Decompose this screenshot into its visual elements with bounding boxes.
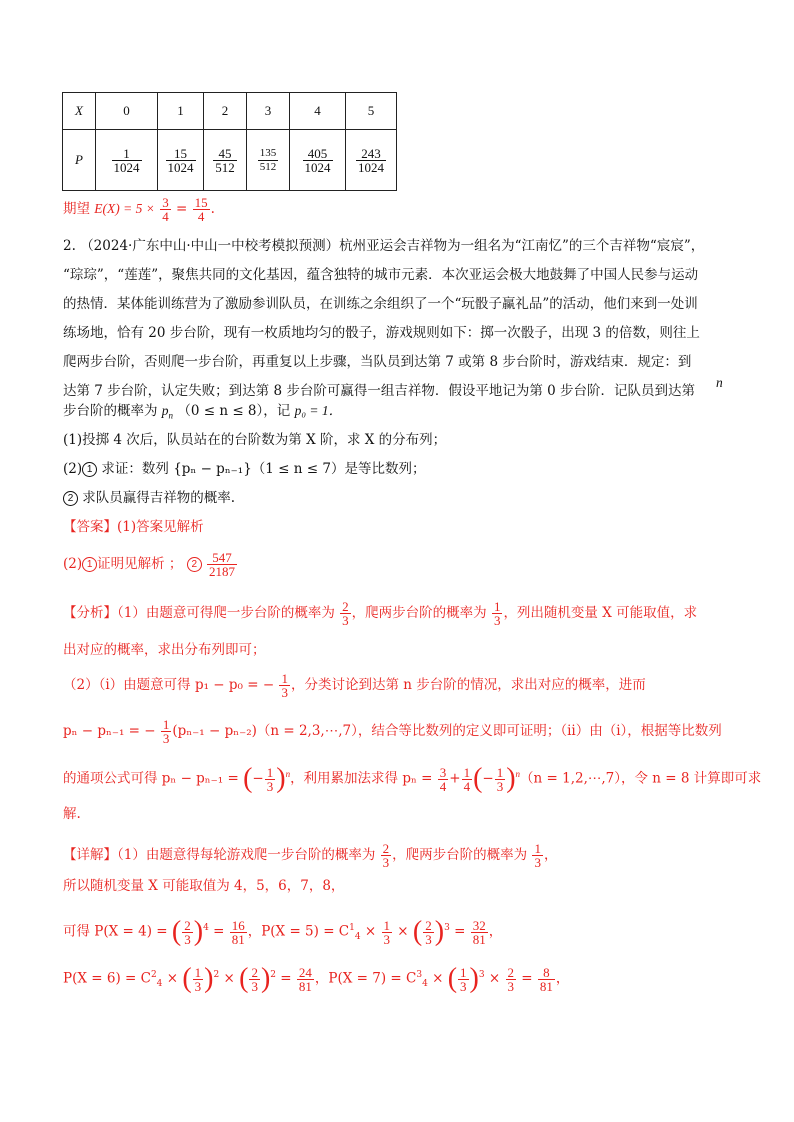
table-cell: 3 — [247, 93, 290, 130]
distribution-table — [62, 92, 397, 191]
problem-line-5: 爬两步台阶，否则爬一步台阶，再重复以上步骤，当队员到达第 7 或第 8 步台阶时，游戏结束．规定：到 — [63, 354, 692, 370]
table-cell: 2 — [204, 93, 247, 130]
question-2b: 2 求队员赢得吉祥物的概率. — [63, 488, 235, 508]
analysis-line-4: pₙ − pₙ₋₁ = − $\frac{1}{3}$ (pₙ₋₁ − pₙ₋₂)（n = 2,3,⋯,7），结合等比数列的定义即可证明；（ii）由（i），根据等比数列 — [63, 717, 722, 746]
problem-number: 2. — [63, 238, 76, 254]
analysis-line-5: 的通项公式可得 pₙ − pₙ₋₁ = (− $\frac{1}{3}$ )$^n$，利用累加法求得 pₙ = $\frac{3}{4}$ + $\frac{1}{4}$ (− $\frac{1}{3}$ )$^n$（n = 1,2,⋯,7），令 n = 8 计算即可求 — [63, 763, 762, 794]
problem-line-2: “琮琮”，“莲莲”，聚焦共同的文化基因，蕴含独特的城市元素．本次亚运会极大地鼓舞了中国人民参与运动 — [63, 267, 699, 283]
detail-line-3: 可得 P(X = 4) = ( $\frac{2}{3}$ )$^4$ = $\frac{16}{81}$ ，$P(X = 5) = C^1_4$ × $\frac{1}{3}$ × ( $\frac{2}{3}$ )$^3$ = $\frac{32}{81}$ ， — [63, 916, 503, 947]
answer-line-1: 【答案】(1)答案见解析 — [63, 519, 204, 535]
table-cell: $\frac{45}{512}$ — [204, 130, 247, 191]
table-prob-row — [63, 130, 397, 191]
detail-tag: 【详解】 — [63, 847, 117, 863]
analysis-line-1: 【分析】（1）由题意可得爬一步台阶的概率为 $\frac{2}{3}$ ，爬两步台阶的概率为 $\frac{1}{3}$ ，列出随机变量 X 可能取值，求 — [63, 599, 698, 628]
problem-line-6: 达第 7 步台阶，认定失败；到达第 8 步台阶可赢得一组吉祥物．假设平地记为第 0 步台阶．记队员到达第 — [63, 383, 696, 399]
question-1: (1)投掷 4 次后，队员站在的台阶数为第 X 阶，求 X 的分布列； — [63, 432, 447, 448]
table-cell: 4 — [290, 93, 346, 130]
problem-line-7: 步台阶的概率为 $p_n$ （0 ≤ n ≤ 8），记 p₀ = 1． — [63, 403, 343, 421]
analysis-line-3: （2）（i）由题意可得 p₁ − p₀ = − $\frac{1}{3}$ ，分类讨论到达第 n 步台阶的情况，求出对应的概率，进而 — [63, 671, 646, 700]
answer-line-2: (2) 1 证明见解析 ； 2 $\frac{547}{2187}$ — [63, 550, 236, 579]
problem-line-1: 2. （2024·广东中山·中山一中校考模拟预测）杭州亚运会吉祥物为一组名为“江南忆”的三个吉祥物“宸宸”， — [63, 238, 705, 254]
table-cell: $\frac{243}{1024}$ — [346, 130, 397, 191]
expectation-line: 期望 E(X) = 5 × $\frac{3}{4}$ = $\frac{15}{4}$ . — [63, 195, 215, 224]
table-header-row — [63, 93, 397, 130]
table-cell: 5 — [346, 93, 397, 130]
detail-line-2: 所以随机变量 X 可能取值为 4，5，6，7，8， — [63, 878, 345, 894]
analysis-tag: 【分析】 — [63, 605, 117, 621]
table-cell: $\frac{1}{1024}$ — [96, 130, 158, 191]
table-cell: $\frac{135}{512}$ — [247, 130, 290, 191]
detail-line-1: 【详解】（1）由题意得每轮游戏爬一步台阶的概率为 $\frac{2}{3}$ ，爬两步台阶的概率为 $\frac{1}{3}$ ， — [63, 841, 558, 870]
answer-tag: 【答案】 — [63, 519, 117, 535]
table-cell: $\frac{15}{1024}$ — [158, 130, 204, 191]
problem-line-4: 练场地，恰有 20 步台阶，现有一枚质地均匀的骰子，游戏规则如下：掷一次骰子，出现 3 的倍数，则往上 — [63, 325, 700, 341]
table-cell: 0 — [96, 93, 158, 130]
problem-line-3: 的热情．某体能训练营为了激励参训队员，在训练之余组织了一个“玩骰子赢礼品”的活动，他们来到一处训 — [63, 296, 698, 312]
detail-line-4: $P(X = 6) = C^2_4$ × ( $\frac{1}{3}$ )$^2$ × ( $\frac{2}{3}$ )$^2$ = $\frac{24}{81}$ ，$P(X = 7) = C^3_4$ × ( $\frac{1}{3}$ )$^3$ × $\frac{2}{3}$ = $\frac{8}{81}$ ， — [63, 963, 570, 994]
table-cell: P — [63, 130, 96, 191]
analysis-line-6: 解. — [63, 806, 81, 822]
table-cell: 1 — [158, 93, 204, 130]
table-cell: X — [63, 93, 96, 130]
n-symbol: n — [716, 375, 723, 390]
question-2a: (2) 1 求证：数列 {pₙ − pₙ₋₁}（1 ≤ n ≤ 7）是等比数列； — [63, 461, 426, 477]
analysis-line-2: 出对应的概率，求出分布列即可； — [63, 642, 266, 658]
table-cell: $\frac{405}{1024}$ — [290, 130, 346, 191]
